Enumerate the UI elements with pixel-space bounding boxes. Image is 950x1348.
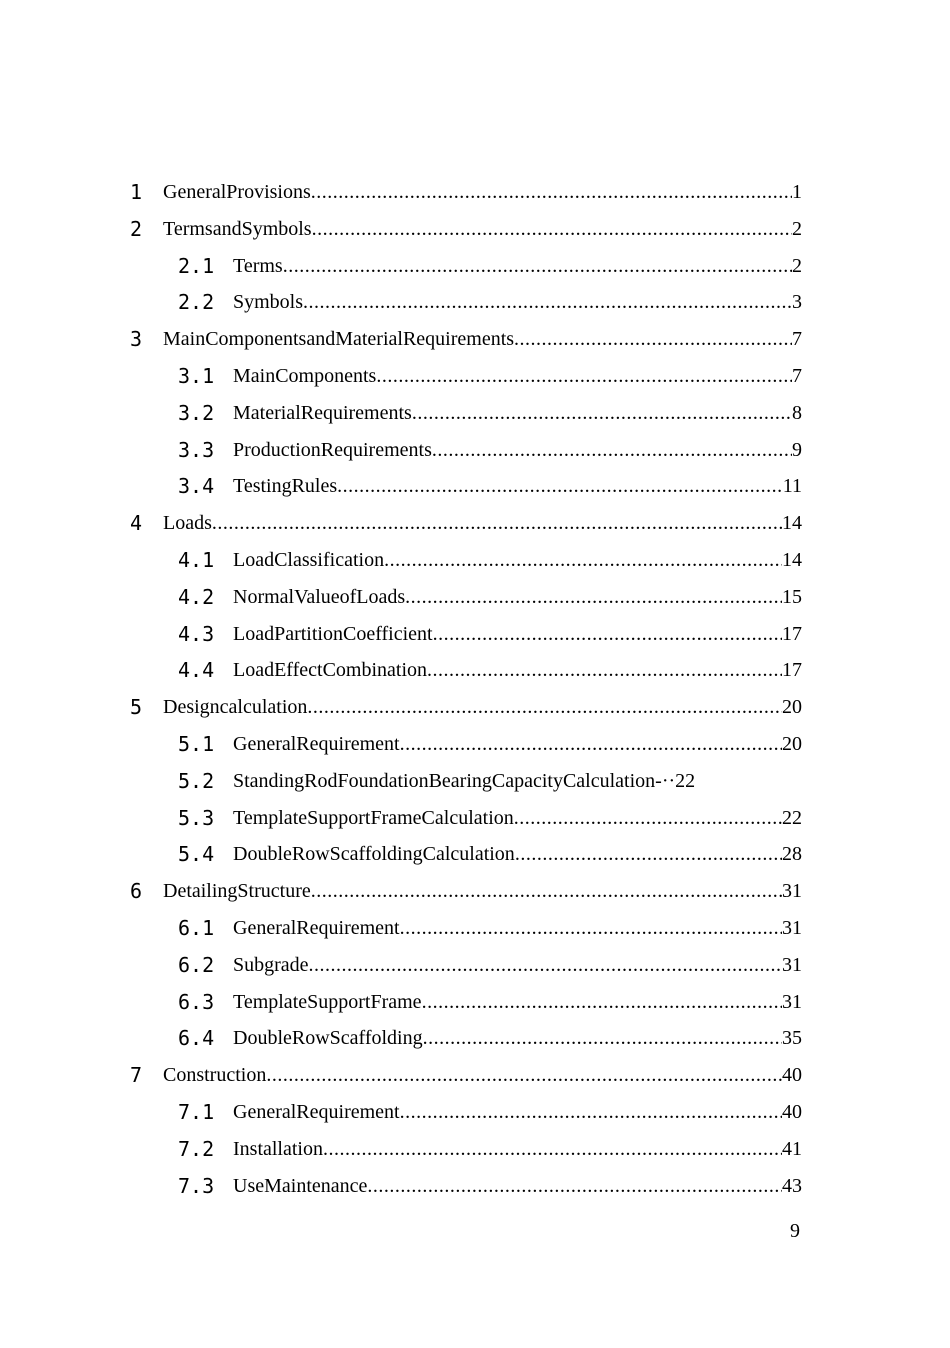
toc-entry-page: 20 (782, 696, 802, 719)
toc-chapter-entry[interactable] (0, 508, 950, 538)
toc-entry-page: 22 (782, 806, 802, 829)
dot-leader (433, 619, 782, 649)
toc-entry-page: 7 (792, 328, 802, 351)
dot-leader (432, 435, 792, 465)
toc-entry-page: 2 (792, 254, 802, 277)
dot-leader (412, 398, 792, 428)
toc-entry-number: 1 (130, 180, 143, 204)
toc-entry-page: 14 (782, 512, 802, 535)
toc-entry-title: GeneralProvisions (163, 181, 311, 203)
dot-leader (309, 950, 782, 980)
dot-leader (515, 839, 782, 869)
dot-leader (337, 471, 783, 501)
toc-section-entry[interactable] (0, 251, 950, 281)
toc-entry-page: 31 (782, 917, 802, 939)
dot-leader (400, 913, 782, 943)
toc-section-entry[interactable] (0, 435, 950, 465)
toc-entry-number: 5 (130, 695, 143, 720)
toc-entry-number: 3.1 (178, 364, 215, 388)
dot-leader (212, 508, 782, 538)
toc-entry-title: MainComponentsandMaterialRequirements (163, 328, 515, 351)
dot-leader (323, 1134, 782, 1164)
toc-section-entry[interactable] (0, 287, 950, 317)
dot-leader (422, 987, 782, 1017)
toc-entry-title: LoadPartitionCoefficient (233, 622, 433, 645)
dot-leader (283, 251, 792, 281)
toc-entry-page: 8 (792, 401, 802, 424)
dot-leader (405, 582, 782, 612)
toc-entry-number: 3.3 (178, 437, 215, 462)
toc-entry-number: 6 (130, 879, 143, 904)
dot-leader (514, 803, 782, 833)
toc-entry-number: 6.1 (178, 916, 215, 940)
toc-entry-page: 7 (792, 365, 802, 387)
toc-entry-title: DetailingStructure (163, 880, 311, 903)
toc-section-entry[interactable] (0, 655, 950, 685)
toc-entry-number: 2.1 (178, 253, 215, 278)
toc-entry-page: 3 (792, 291, 802, 314)
toc-entry-page: 31 (782, 880, 802, 903)
dot-leader (312, 214, 792, 244)
toc-section-entry[interactable] (0, 803, 950, 833)
toc-entry-title: Loads (163, 512, 212, 535)
toc-entry-page: 40 (782, 1101, 802, 1123)
toc-entry-title: Construction (163, 1064, 267, 1087)
toc-entry-page: 41 (782, 1137, 802, 1160)
toc-entry-title: Designcalculation (163, 696, 308, 719)
toc-chapter-entry[interactable] (0, 214, 950, 244)
toc-entry-number: 6.2 (178, 952, 215, 977)
toc-entry-title: Symbols (233, 291, 304, 314)
toc-section-entry[interactable] (0, 361, 950, 391)
toc-entry-number: 4.4 (178, 658, 215, 683)
toc-chapter-entry[interactable] (0, 692, 950, 722)
toc-entry-title: DoubleRowScaffoldingCalculation (233, 843, 515, 866)
toc-entry-page: 20 (782, 733, 802, 755)
toc-entry-number: 6.4 (178, 1026, 215, 1051)
dot-leader (384, 545, 782, 575)
toc-entry-number: 4 (130, 511, 143, 536)
toc-entry-page: 15 (782, 585, 802, 608)
toc-entry-number: 5.3 (178, 805, 215, 830)
toc-entry-number: 2.2 (178, 290, 215, 315)
toc-section-entry[interactable] (0, 398, 950, 428)
toc-entry-page: 35 (782, 1027, 802, 1050)
toc-entry-title: GeneralRequirement (233, 733, 400, 755)
toc-entry-number: 5.1 (178, 732, 215, 756)
toc-entry-number: 3.2 (178, 400, 215, 425)
toc-chapter-entry[interactable] (0, 1060, 950, 1090)
toc-entry-number: 3 (130, 327, 143, 352)
toc-entry-number: 4.1 (178, 548, 215, 572)
toc-entry-title: TermsandSymbols (163, 217, 312, 240)
toc-entry-title: TemplateSupportFrameCalculation (233, 806, 514, 829)
toc-chapter-entry[interactable] (0, 177, 950, 207)
toc-entry-page: 31 (782, 990, 802, 1013)
toc-entry-page: 40 (782, 1064, 802, 1087)
toc-section-entry[interactable] (0, 545, 950, 575)
toc-entry-page: 2 (792, 217, 802, 240)
toc-entry-page: 1 (792, 181, 802, 203)
toc-entry-title: StandingRodFoundationBearingCapacityCalculation-··22 (233, 769, 696, 792)
toc-entry-title: GeneralRequirement (233, 917, 400, 939)
toc-section-entry[interactable] (0, 1134, 950, 1164)
toc-section-entry[interactable] (0, 913, 950, 943)
toc-entry-title: Terms (233, 254, 283, 277)
toc-entry-title: LoadClassification (233, 549, 385, 571)
toc-section-entry[interactable] (0, 1171, 950, 1201)
toc-entry-page: 14 (782, 549, 802, 571)
toc-entry-title: Installation (233, 1137, 323, 1160)
dot-leader (400, 729, 782, 759)
toc-entry-title: UseMaintenance (233, 1174, 368, 1197)
toc-entry-number: 3.4 (178, 474, 215, 499)
toc-entry-page: 28 (782, 843, 802, 866)
dot-leader (367, 1171, 782, 1201)
toc-entry-title: NormalValueofLoads (233, 585, 406, 608)
toc-entry-title: Subgrade (233, 953, 309, 976)
toc-section-entry[interactable] (0, 766, 950, 796)
toc-entry-number: 7.3 (178, 1173, 215, 1198)
toc-entry-number: 7.1 (178, 1100, 215, 1124)
toc-entry-number: 6.3 (178, 989, 215, 1014)
toc-entry-title: MaterialRequirements (233, 401, 412, 424)
toc-section-entry[interactable] (0, 471, 950, 501)
toc-entry-page: 43 (782, 1174, 802, 1197)
toc-entry-page: 17 (782, 622, 802, 645)
dot-leader (514, 324, 792, 354)
toc-section-entry[interactable] (0, 729, 950, 759)
toc-entry-title: MainComponents (233, 365, 377, 387)
dot-leader (423, 1023, 782, 1053)
toc-entry-title: ProductionRequirements (233, 438, 432, 461)
dot-leader (266, 1060, 782, 1090)
toc-section-entry[interactable] (0, 987, 950, 1017)
toc-entry-title: GeneralRequirement (233, 1101, 400, 1123)
toc-entry-page: 11 (782, 475, 802, 498)
toc-chapter-entry[interactable] (0, 324, 950, 354)
toc-entry-number: 7.2 (178, 1136, 215, 1161)
dot-leader (311, 177, 792, 207)
dot-leader (400, 1097, 782, 1127)
toc-section-entry[interactable] (0, 619, 950, 649)
toc-entry-page: 9 (792, 438, 802, 461)
dot-leader (427, 655, 782, 685)
toc-entry-number: 5.4 (178, 842, 215, 867)
toc-section-entry[interactable] (0, 1023, 950, 1053)
dot-leader (307, 692, 782, 722)
dot-leader (303, 287, 792, 317)
toc-entry-number: 7 (130, 1063, 143, 1088)
toc-section-entry[interactable] (0, 839, 950, 869)
toc-section-entry[interactable] (0, 950, 950, 980)
dot-leader (311, 876, 782, 906)
toc-entry-number: 5.2 (178, 768, 215, 793)
toc-entry-title: TemplateSupportFrame (233, 990, 422, 1013)
toc-entry-page: 31 (782, 953, 802, 976)
toc-entry-title: TestingRules (233, 475, 338, 498)
toc-entry-title: DoubleRowScaffolding (233, 1027, 423, 1050)
dot-leader (376, 361, 792, 391)
toc-entry-number: 2 (130, 216, 143, 241)
toc-section-entry[interactable] (0, 1097, 950, 1127)
page-number: 9 (790, 1220, 800, 1242)
toc-chapter-entry[interactable] (0, 876, 950, 906)
toc-entry-number: 4.3 (178, 621, 215, 646)
toc-entry-title: LoadEffectCombination (233, 659, 428, 682)
toc-entry-number: 4.2 (178, 584, 215, 609)
toc-entry-page: 17 (782, 659, 802, 682)
toc-section-entry[interactable] (0, 582, 950, 612)
